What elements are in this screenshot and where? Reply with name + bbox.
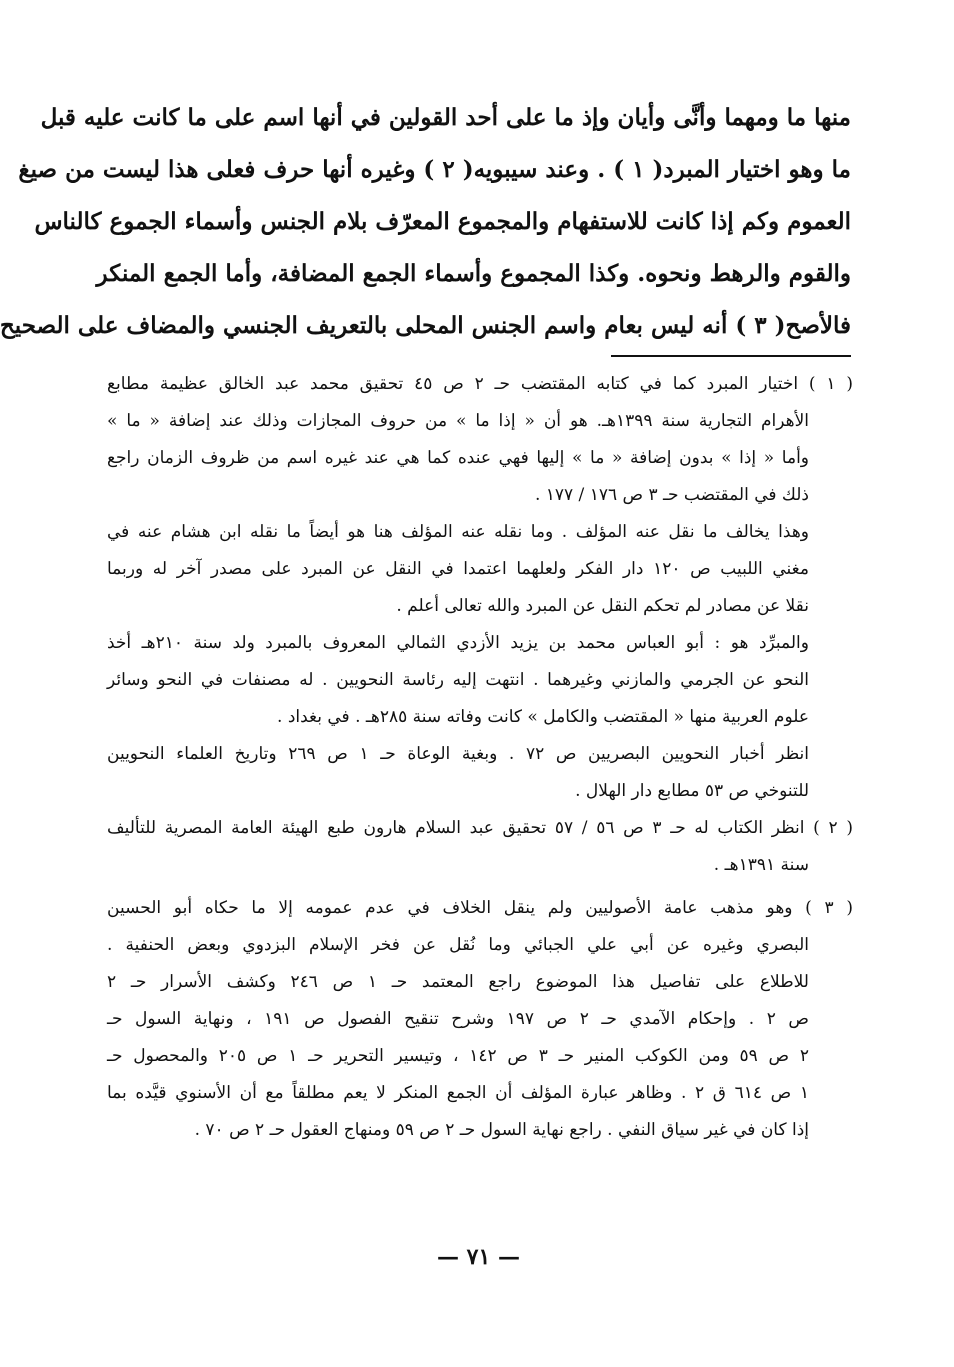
footnote-line: وهذا يخالف ما نقل عنه المؤلف . وما نقله عنه المؤلف هنا هو أيضاً ما نقله ابن هشام عنه في <box>107 522 809 542</box>
footnote-line: انظر أخبار النحويين البصريين ص ٧٢ . وبغية الوعاة حـ ١ ص ٢٦٩ وتاريخ العلماء النحويين <box>107 744 809 764</box>
footnote-line: وأما « إذا » بدون إضافة « ما » إليها فهي عنده كما هي عند غيره اسم من ظروف الزمان راجع <box>107 448 809 468</box>
footnotes-block <box>107 366 853 1149</box>
footnote-line: ٢ ص ٥٩ ومن الكوكب المنير حـ ٣ ص ١٤٢ ، وتيسير التحرير حـ ١ ص ٢٠٥ والمحصول حـ <box>107 1046 809 1066</box>
footnote-line: ( ٢ ) انظر الكتاب له حـ ٣ ص ٥٦ / ٥٧ تحقيق عبد السلام هارون طبع الهيئة العامة المصرية للتأليف <box>107 818 853 838</box>
footnote-line: ذلك في المقتضب حـ ٣ ص ١٧٦ / ١٧٧ . <box>534 485 809 505</box>
footnote-line: للتنوخي ص ٥٣ مطابع دار الهلال . <box>575 781 809 801</box>
footnote-line: نقلا عن مصادر لم تحكم النقل عن المبرد والله تعالى أعلم . <box>396 596 809 616</box>
footnote-line: ١ ص ٦١٤ ق ٢ . وظاهر عبارة المؤلف أن الجمع المنكر لا يعم مطلقاً مع أن الأسنوي قيَّده بما <box>107 1083 809 1103</box>
footnote-line: ص ٢ . وإحكام الآمدي حـ ٢ ص ١٩٧ وشرح تنقيح الفصول ص ١٩١ ، ونهاية السول حـ <box>107 1009 809 1029</box>
footnote-line: البصري وغيره عن أبي علي الجبائي وما نُقل عن فخر الإسلام البزدوي وبعض الحنفية . <box>107 935 809 955</box>
footnote-line: علوم العربية منها « المقتضب والكامل » كانت وفاته سنة ٢٨٥هـ . في بغداد . <box>277 707 809 727</box>
footnote-line: ( ١ ) اختيار المبرد كما في كتابه المقتضب حـ ٢ ص ٤٥ تحقيق محمد عبد الخالق عظيمة مطابع <box>107 374 853 394</box>
main-text-block <box>0 92 851 352</box>
footnote-line: النحو عن الجرمي والمازني وغيرهما . انتهت إليه رئاسة النحويين . له مصنفات في النحو وسائر <box>107 670 809 690</box>
main-text-line: منها ما ومهما وأنَّى وأيان وإذ ما على أحد القولين في أنها اسم على ما كانت عليه قبل <box>40 104 851 131</box>
footnote-line: ( ٣ ) وهو مذهب عامة الأصوليين ولم ينقل الخلاف في عدم عمومه إلا ما حكاه أبو الحسين <box>107 898 853 918</box>
main-text-line: العموم وكم إذا كانت للاستفهام والمجموع المعرّف بلام الجنس وأسماء الجموع كالناس <box>34 208 851 235</box>
main-text-line: فالأصح( ٣ ) أنه ليس بعام واسم الجنس المحلى بالتعريف الجنسي والمضاف على الصحيح <box>0 312 851 339</box>
footnote-divider <box>611 355 851 357</box>
footnote-line: سنة ١٣٩١هـ . <box>713 855 809 875</box>
footnote-line: إذا كان في غير سياق النفي . راجع نهاية السول حـ ٢ ص ٥٩ ومنهاج العقول حـ ٢ ص ٧٠ . <box>194 1120 809 1140</box>
main-text-line: والقوم والرهط ونحوه. وكذا المجموع وأسماء الجمع المضافة، وأما الجمع المنكر <box>96 260 851 287</box>
footnote-line: والمبرِّد هو : أبو العباس محمد بن يزيد الأزدي الثمالي المعروف بالمبرد ولد سنة ٢١٠هـ أخذ <box>107 633 809 653</box>
footnote-line: الأهرام التجارية سنة ١٣٩٩هـ. هو أن « إذا ما » من حروف المجازات وذلك عند إضافة « ما » <box>107 411 810 431</box>
page-number: — ٧١ — <box>437 1244 520 1270</box>
footnote-line: مغني اللبيب ص ١٢٠ دار الفكر ولعلهما اعتمدا في النقل عن المبرد على مصدر آخر له وربما <box>107 559 809 579</box>
main-text-line: ما وهو اختيار المبرد( ١ ) . وعند سيبويه( ٢ ) وغيره أنها حرف فعلى هذا ليست من صيغ <box>18 156 851 183</box>
footnote-line: للاطلاع على تفاصيل هذا الموضوع راجع المعتمد حـ ١ ص ٢٤٦ وكشف الأسرار حـ ٢ <box>107 972 809 992</box>
